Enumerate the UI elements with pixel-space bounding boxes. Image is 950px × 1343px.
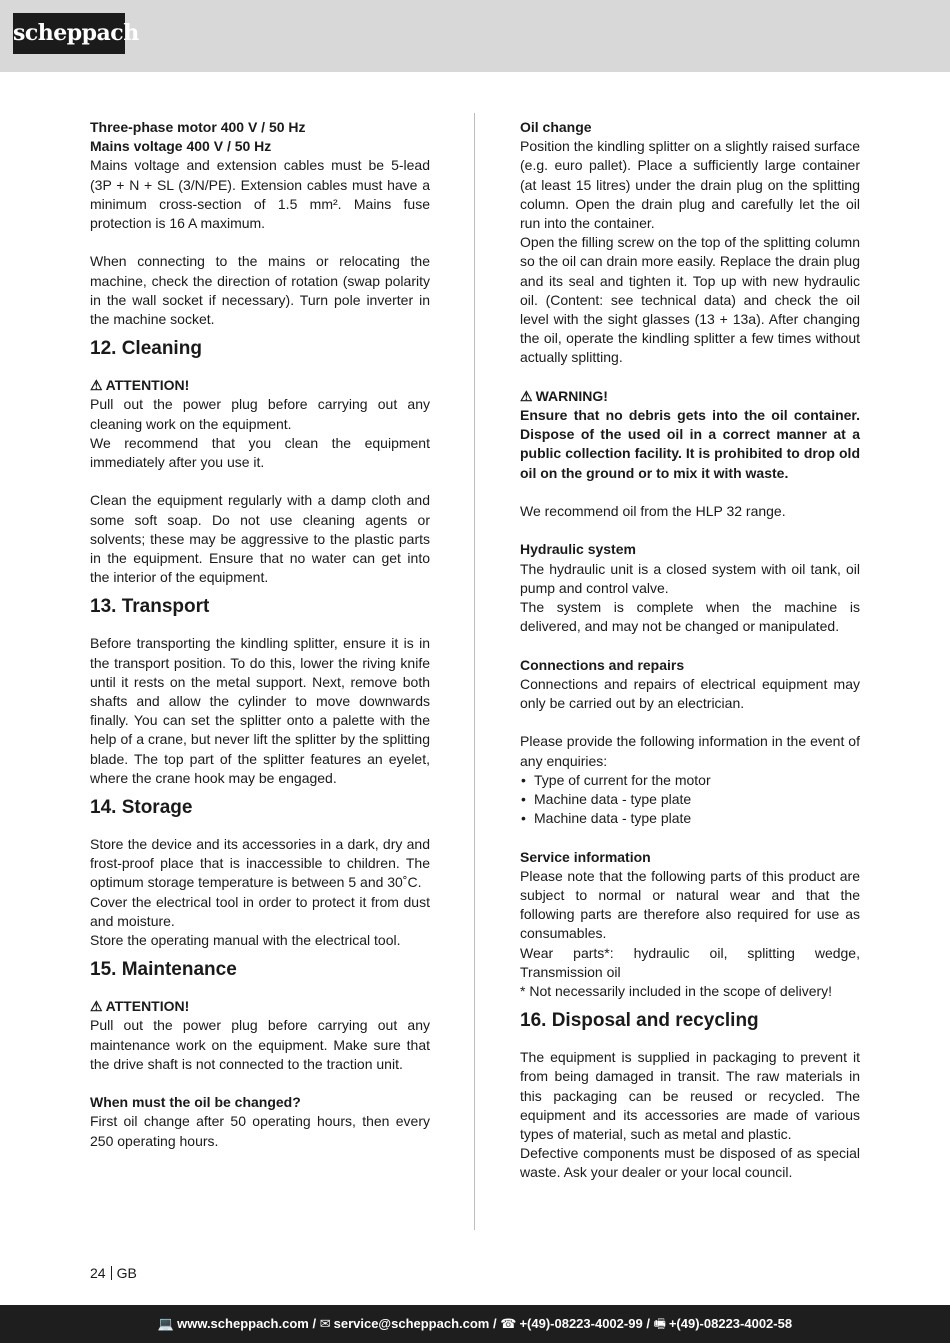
oil-when-paragraph: First oil change after 50 operating hours, then every 250 operating hours. [90, 1113, 430, 1149]
cleaning-heading: 12. Cleaning [90, 338, 202, 360]
motor-paragraph-2: When connecting to the mains or relocating the machine, check the direction of rotation (swap polarity in the wall socket if necessary). Turn pole inverter in the machine socket. [90, 253, 430, 328]
maintenance-heading: 15. Maintenance [90, 959, 237, 981]
service-paragraph-2: Wear parts*: hydraulic oil, splitting wedge, Transmission oil [520, 944, 860, 980]
disposal-heading: 16. Disposal and recycling [520, 1010, 759, 1032]
cleaning-paragraph-2: We recommend that you clean the equipment immediately after you use it. [90, 434, 430, 471]
cleaning-paragraph-3: Clean the equipment regularly with a damp cloth and some soft soap. Do not use cleaning agents or solvents; these may be aggressive to the plastic parts in the equipment. Ensure that no water can get into the interior of the equipment. [90, 492, 430, 586]
connections-title: Connections and repairs [520, 656, 685, 673]
right-column [520, 118, 860, 1183]
list-item: • Machine data - type plate [520, 790, 860, 809]
email-icon: ✉ [319, 1316, 331, 1331]
warning-triangle-icon: ⚠ [520, 387, 533, 404]
warning-triangle-icon: ⚠ [90, 377, 103, 394]
motor-subtitle: Mains voltage 400 V / 50 Hz [90, 138, 272, 155]
website-link[interactable]: www.scheppach.com [177, 1316, 309, 1331]
storage-paragraph: Store the device and its accessories in a dark, dry and frost-proof place that is inaccessible to children. The optimum storage temperature is between 5 and 30˚C. [90, 836, 430, 891]
phone-number: +(49)-08223-4002-99 [519, 1316, 643, 1331]
warning-title: ⚠ WARNING! [520, 387, 860, 406]
footer-bar: 💻 www.scheppach.com / ✉ service@scheppach.com / ☎ +(49)-08223-4002-99 / 🖷 +(49)-08223-4002-58 [0, 1305, 950, 1343]
hydraulic-paragraph-2: The system is complete when the machine is delivered, and may not be changed or manipulated. [520, 599, 860, 635]
fax-number: +(49)-08223-4002-58 [668, 1316, 793, 1331]
computer-icon: 💻 [157, 1316, 175, 1331]
phone-icon: ☎ [500, 1316, 517, 1331]
oil-when-title: When must the oil be changed? [90, 1094, 301, 1111]
storage-heading: 14. Storage [90, 797, 193, 819]
transport-paragraph: Before transporting the kindling splitter, ensure it is in the transport position. To do this, lower the riving knife until it rests on the metal support. Next, remove both shafts and allow the cylinder to move downwards finally. You can set the splitter onto a palette with the help of a crane, but never lift the splitter by the splitting blade. The top part of the splitter features an eyelet, where the crane hook may be engaged. [90, 635, 430, 786]
service-title: Service information [520, 848, 651, 865]
hydraulic-title: Hydraulic system [520, 541, 636, 558]
recommend-paragraph: We recommend oil from the HLP 32 range. [520, 503, 786, 520]
storage-paragraph-3: Store the operating manual with the electrical tool. [90, 932, 401, 949]
storage-paragraph-2: Cover the electrical tool in order to protect it from dust and moisture. [90, 893, 430, 929]
list-item: • Machine data - type plate [520, 809, 860, 828]
scheppach-logo: scheppach [13, 13, 125, 54]
maintenance-paragraph: Pull out the power plug before carrying out any maintenance work on the equipment. Make sure that the drive shaft is not connected to the traction unit. [90, 1017, 430, 1072]
warning-paragraph: Ensure that no debris gets into the oil container. Dispose of the used oil in a correct manner at a public collection facility. It is prohibited to drop old oil on the ground or to mix it with waste. [520, 407, 860, 481]
enquiry-list [520, 771, 860, 829]
service-paragraph-3: * Not necessarily included in the scope of delivery! [520, 983, 833, 1000]
header-bar [0, 0, 950, 72]
list-item: • Type of current for the motor [520, 771, 860, 790]
service-paragraph: Please note that the following parts of this product are subject to normal or natural wear and that the following parts are therefore also required for use as consumables. [520, 867, 860, 942]
cleaning-attention: ⚠ ATTENTION! [90, 376, 430, 395]
warning-triangle-icon: ⚠ [90, 998, 103, 1015]
hydraulic-paragraph: The hydraulic unit is a closed system with oil tank, oil pump and control valve. [520, 560, 860, 596]
connections-paragraph: Connections and repairs of electrical equipment may only be carried out by an electrician. [520, 675, 860, 712]
connections-paragraph-2: Please provide the following information in the event of any enquiries: [520, 733, 860, 769]
column-divider [474, 113, 475, 1230]
disposal-paragraph: The equipment is supplied in packaging to prevent it from being damaged in transit. The raw materials in this packaging can be reused or recycled. The equipment and its accessories are made of various types of material, such as metal and plastic. [520, 1049, 860, 1143]
oil-change-paragraph-2: Open the filling screw on the top of the splitting column so the oil can drain more easily. Replace the drain plug and its seal and tighten it. Top up with new hydraulic oil. (Content: see technical data) and check the oil level with the sight glasses (13 + 13a). After changing the oil, operate the kindling splitter a few times without actually splitting. [520, 234, 860, 366]
disposal-paragraph-2: Defective components must be disposed of as special waste. Ask your dealer or your local council. [520, 1145, 860, 1181]
motor-title: Three-phase motor 400 V / 50 Hz [90, 119, 306, 135]
email-link[interactable]: service@scheppach.com [333, 1316, 490, 1331]
fax-icon: 🖷 [653, 1316, 666, 1331]
page-number: 24 GB [90, 1265, 137, 1281]
cleaning-paragraph: Pull out the power plug before carrying out any cleaning work on the equipment. [90, 396, 430, 432]
oil-change-paragraph: Position the kindling splitter on a slightly raised surface (e.g. euro pallet). Place a sufficiently large container (at least 15 litres) under the drain plug on the splitting column. Open the drain plug and carefully let the oil run into the container. [520, 138, 860, 232]
transport-heading: 13. Transport [90, 596, 210, 618]
left-column [90, 118, 430, 1151]
motor-paragraph: Mains voltage and extension cables must be 5-lead (3P + N + SL (3/N/PE). Extension cables must have a minimum cross-section of 1.5 mm². Mains fuse protection is 16 A maximum. [90, 157, 430, 232]
oil-change-title: Oil change [520, 119, 592, 135]
maintenance-attention: ⚠ ATTENTION! [90, 997, 430, 1016]
